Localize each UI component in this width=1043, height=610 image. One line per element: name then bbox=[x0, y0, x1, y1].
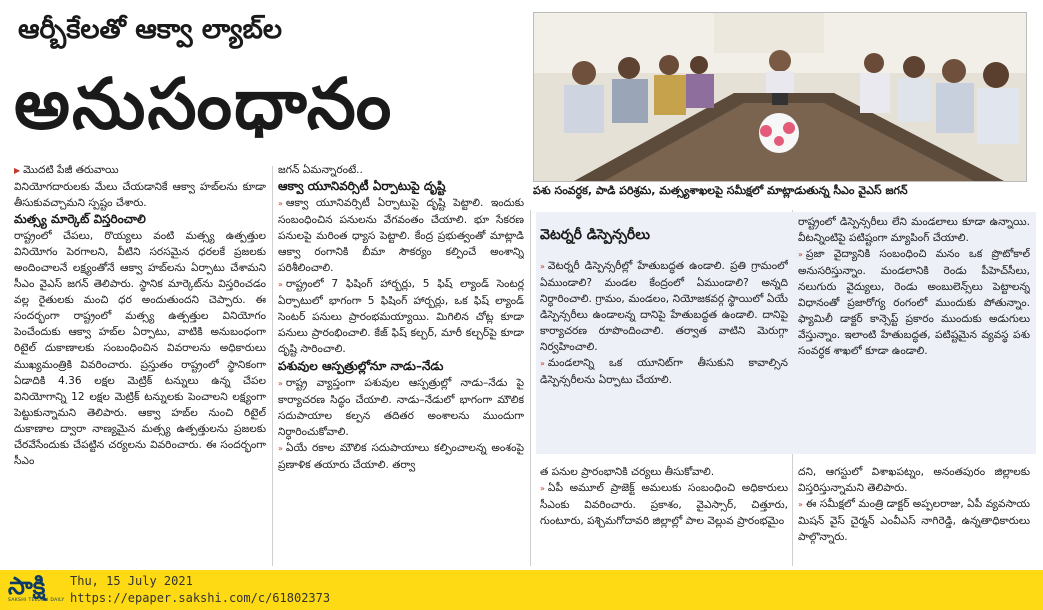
main-headline: అనుసంధానం bbox=[14, 63, 394, 145]
subheading: మత్స్య మార్కెట్‌ విస్తరించాలి bbox=[14, 212, 146, 227]
sakshi-logo[interactable] bbox=[8, 571, 66, 607]
double-chevron-icon: » bbox=[278, 378, 283, 388]
double-chevron-icon: » bbox=[540, 359, 545, 369]
double-chevron-icon: » bbox=[798, 500, 803, 510]
paragraph: జగన్‌ ఏమన్నారంటే.. bbox=[278, 164, 363, 176]
double-chevron-icon: » bbox=[540, 484, 545, 494]
bullet-item: » ఆక్వా యూనివర్సిటీ ఏర్పాటుపై దృష్టి పెట్టాలి. ఇందుకు సంబంధించిన పనులను వేగవంతం చేయాలి. భూ సేకరణ పనులపై మరింత ధ్యాస పెట్టాలి. కేంద్ర ప్రభుత్వంతో మాట్లాడి ఆక్వా రంగానికి బీమా సౌకర్యం కల్పించే అంశాన్ని పరిశీలించాలి. bbox=[278, 197, 524, 275]
paragraph: దని, ఆగస్టులో విశాఖపట్నం, అనంతపురం జిల్లాలకు విస్తరిస్తున్నామని తెలిపారు. bbox=[798, 466, 1030, 495]
triangle-icon: ▶ bbox=[14, 166, 21, 175]
bullet-item: » ఈ సమీక్షలో మంత్రి డాక్టర్‌ అప్పలరాజు, ఏపీ వ్యవసాయ మిషన్‌ వైస్‌ చైర్మన్‌ ఎంవీఎస్‌ నాగిరెడ్డి, ఉన్నతాధికారులు పాల్గొన్నారు. bbox=[798, 498, 1030, 544]
paragraph: రాష్ట్రంలో చేపలు, రొయ్యలు వంటి మత్స్య ఉత్పత్తుల వినియోగం పెరగాలని, వీటిని సరసమైన ధరలకే ప్రజలకు అందించాలనే లక్ష్యంతోనే ఆక్వా హబ్‌లను ఏర్పాటు చేశామని సీఎం వైఎస్‌ జగన్‌ తెలిపారు. స్థానిక మార్కెట్‌ను విస్తరించడం వల్ల రైతులకు మంచి ధర అందుతుందని చెప్పారు. ఈ సందర్భంగా రాష్ట్రంలో మత్స్య ఉత్పత్తుల వినియోగం పెంచేందుకు ఆక్వా హబ్‌ల ఏర్పాటు, వాటికి అనుబంధంగా రిటైల్‌ దుకాణాలకు సంబంధించిన వివరాలను అధికారులు ముఖ్యమంత్రికి వివరించారు. ప్రస్తుతం రాష్ట్రంలో స్థానికంగా ఏడాదికి 4.36 లక్షల మెట్రిక్‌ టన్నులు ఉన్న చేపల వినియోగాన్ని 12 లక్షల మెట్రిక్‌ టన్నులకు పెంచాలని లక్ష్యంగా పెట్టుకున్నామని తెలిపారు. ఆక్వా హబ్‌ల నుంచి రిటైల్‌ దుకాణాల ద్వారా నాణ్యమైన మత్స్య ఉత్పత్తులను ప్రజలకు చేరవేసేందుకు చేపట్టిన చర్యలను వివరించారు. ఈ సందర్భంగా సీఎం bbox=[14, 230, 266, 467]
bullet-item: » మండలాన్ని ఒక యూనిట్‌గా తీసుకుని కావాల్సిన డిస్పెన్సరీలను ఏర్పాటు చేయాలి. bbox=[540, 357, 788, 387]
kicker-headline: ఆర్బీకేలతో ఆక్వా ల్యాబ్‌ల bbox=[18, 14, 282, 45]
photo-caption: పశు సంవర్ధక, పాడి పరిశ్రమ, మత్స్యశాఖలపై సమీక్షలో మాట్లాడుతున్న సీఎం వైఎస్‌ జగన్‌ bbox=[533, 184, 908, 197]
subheading: పశువుల ఆస్పత్రుల్లోనూ నాడు–నేడు bbox=[278, 358, 444, 373]
bullet-item: » రాష్ట్ర వ్యాప్తంగా పశువుల ఆస్పత్రుల్లో నాడు–నేడు పై కార్యాచరణ సిద్ధం చేయాలి. నాడు–నేడులో భాగంగా మౌలిక సదుపాయాల కల్పన తదితర అంశాలను ముందుగా నిర్ధారించుకోవాలి. bbox=[278, 376, 524, 438]
double-chevron-icon: » bbox=[798, 250, 803, 260]
paragraph: రాష్ట్రంలో డిస్పెన్సరీలు లేని మండలాలు కూడా ఉన్నాయి. వీటన్నింటిపై పటిష్టంగా మ్యాపింగ్‌ చేయాలి. bbox=[798, 216, 1030, 245]
double-chevron-icon: » bbox=[540, 262, 545, 271]
box-column-1 bbox=[540, 258, 788, 454]
article-column-3 bbox=[540, 464, 788, 566]
bullet-item: » ఏయే రకాల మౌలిక సదుపాయాలు కల్పించాలన్న అంశంపై ప్రణాళిక తయారు చేయాలి. తర్వా bbox=[278, 441, 524, 471]
epaper-url-link[interactable]: https://epaper.sakshi.com/c/61802373 bbox=[70, 591, 331, 605]
article-column-4 bbox=[798, 464, 1030, 566]
double-chevron-icon: » bbox=[278, 199, 283, 209]
paragraph: వినియోగదారులకు మేలు చేయడానికే ఆక్వా హబ్‌లను కూడా తీసుకువచ్చామని స్పష్టం చేశారు. bbox=[14, 181, 266, 210]
double-chevron-icon: » bbox=[278, 280, 283, 290]
subheading: ఆక్వా యూనివర్సిటీ ఏర్పాటుపై దృష్టి bbox=[278, 179, 446, 194]
bullet-item: » ఏపీ అమూల్‌ ప్రాజెక్ట్‌ అమలుకు సంబంధించి అధికారులు సీఎంకు వివరించారు. ప్రకాశం, వైఎస్సార్‌, చిత్తూరు, గుంటూరు, పశ్చిమగోదావరి జిల్లాల్లో పాల వెల్లువ ప్రారంభమైం bbox=[540, 482, 788, 528]
edition-date: Thu, 15 July 2021 bbox=[70, 574, 193, 588]
logo-subtitle: SAKSHI TELUGU DAILY bbox=[8, 598, 65, 603]
logo-text: సాక్షి bbox=[8, 571, 46, 600]
bullet-item: » వెటర్నరీ డిస్పెన్సరీల్లో హేతుబద్ధత ఉండాలి. ప్రతి గ్రామంలో ఏముండాలి? మండల కేంద్రంలో ఏముండాలి? అన్నది నిర్ధారించాలి. గ్రామం, మండలం, నియోజకవర్గ స్థాయిలో ఏయే డిస్పెన్సరీలు ఉండాలన్న దానిపై హేతుబద్ధత ఉండాలి. దానిపై కార్యాచరణ రూపొందించాలి. తర్వాత వాటిని మెరుగ్గా నిర్వహించాలి. bbox=[540, 260, 788, 354]
paragraph: త పనుల ప్రారంభానికి చర్యలు తీసుకోవాలి. bbox=[540, 466, 715, 478]
column-divider bbox=[530, 210, 531, 566]
bullet-item: » రాష్ట్రంలో 7 ఫిషింగ్‌ హార్బర్లు, 5 ఫిష్‌ ల్యాండ్‌ సెంటర్ల ఏర్పాటులో భాగంగా 5 ఫిషింగ్‌ హార్బర్లు, ఒక ఫిష్‌ ల్యాండ్‌ సెంటర్‌ పనులు ప్రారంభమయ్యాయి. మిగిలిన చోట్ల కూడా పనులు ప్రారంభించాలి. కేజ్‌ ఫిష్‌ కల్చర్‌, మారీ కల్చర్‌పై కూడా దృష్టి సారించాలి. bbox=[278, 278, 524, 356]
column-divider bbox=[272, 166, 273, 566]
box-title: వెటర్నరీ డిస్పెన్సరీలు bbox=[540, 227, 650, 243]
meeting-photo-illustration bbox=[534, 13, 1026, 181]
article-column-2 bbox=[278, 162, 524, 566]
article-column-1 bbox=[14, 162, 266, 566]
continued-from-marker: ▶ మొదటి పేజీ తరువాయి bbox=[14, 164, 119, 176]
double-chevron-icon: » bbox=[278, 443, 283, 453]
news-photo bbox=[533, 12, 1027, 182]
box-column-2 bbox=[798, 214, 1030, 454]
bullet-item: » ప్రజా వైద్యానికి సంబంధించి మనం ఒక ప్రొటోకాల్‌ అనుసరిస్తున్నాం. మండలానికి రెండు పీహెచ్‌సీలు, నలుగురు వైద్యులు, రెండు అంబులెన్స్‌లు పెట్టాలన్న విధానంతో ప్రజారోగ్య రంగంలో ముందుకు పోతున్నాం. ఫ్యామిలీ డాక్టర్‌ కాన్సెప్ట్‌ ప్రకారం ముందుకు అడుగులు వేస్తున్నాం. ఇలాంటి హేతుబద్ధత, పటిష్టమైన వ్యవస్థ పశు సంవర్ధక శాఖలో కూడా ఉండాలి. bbox=[798, 248, 1030, 358]
